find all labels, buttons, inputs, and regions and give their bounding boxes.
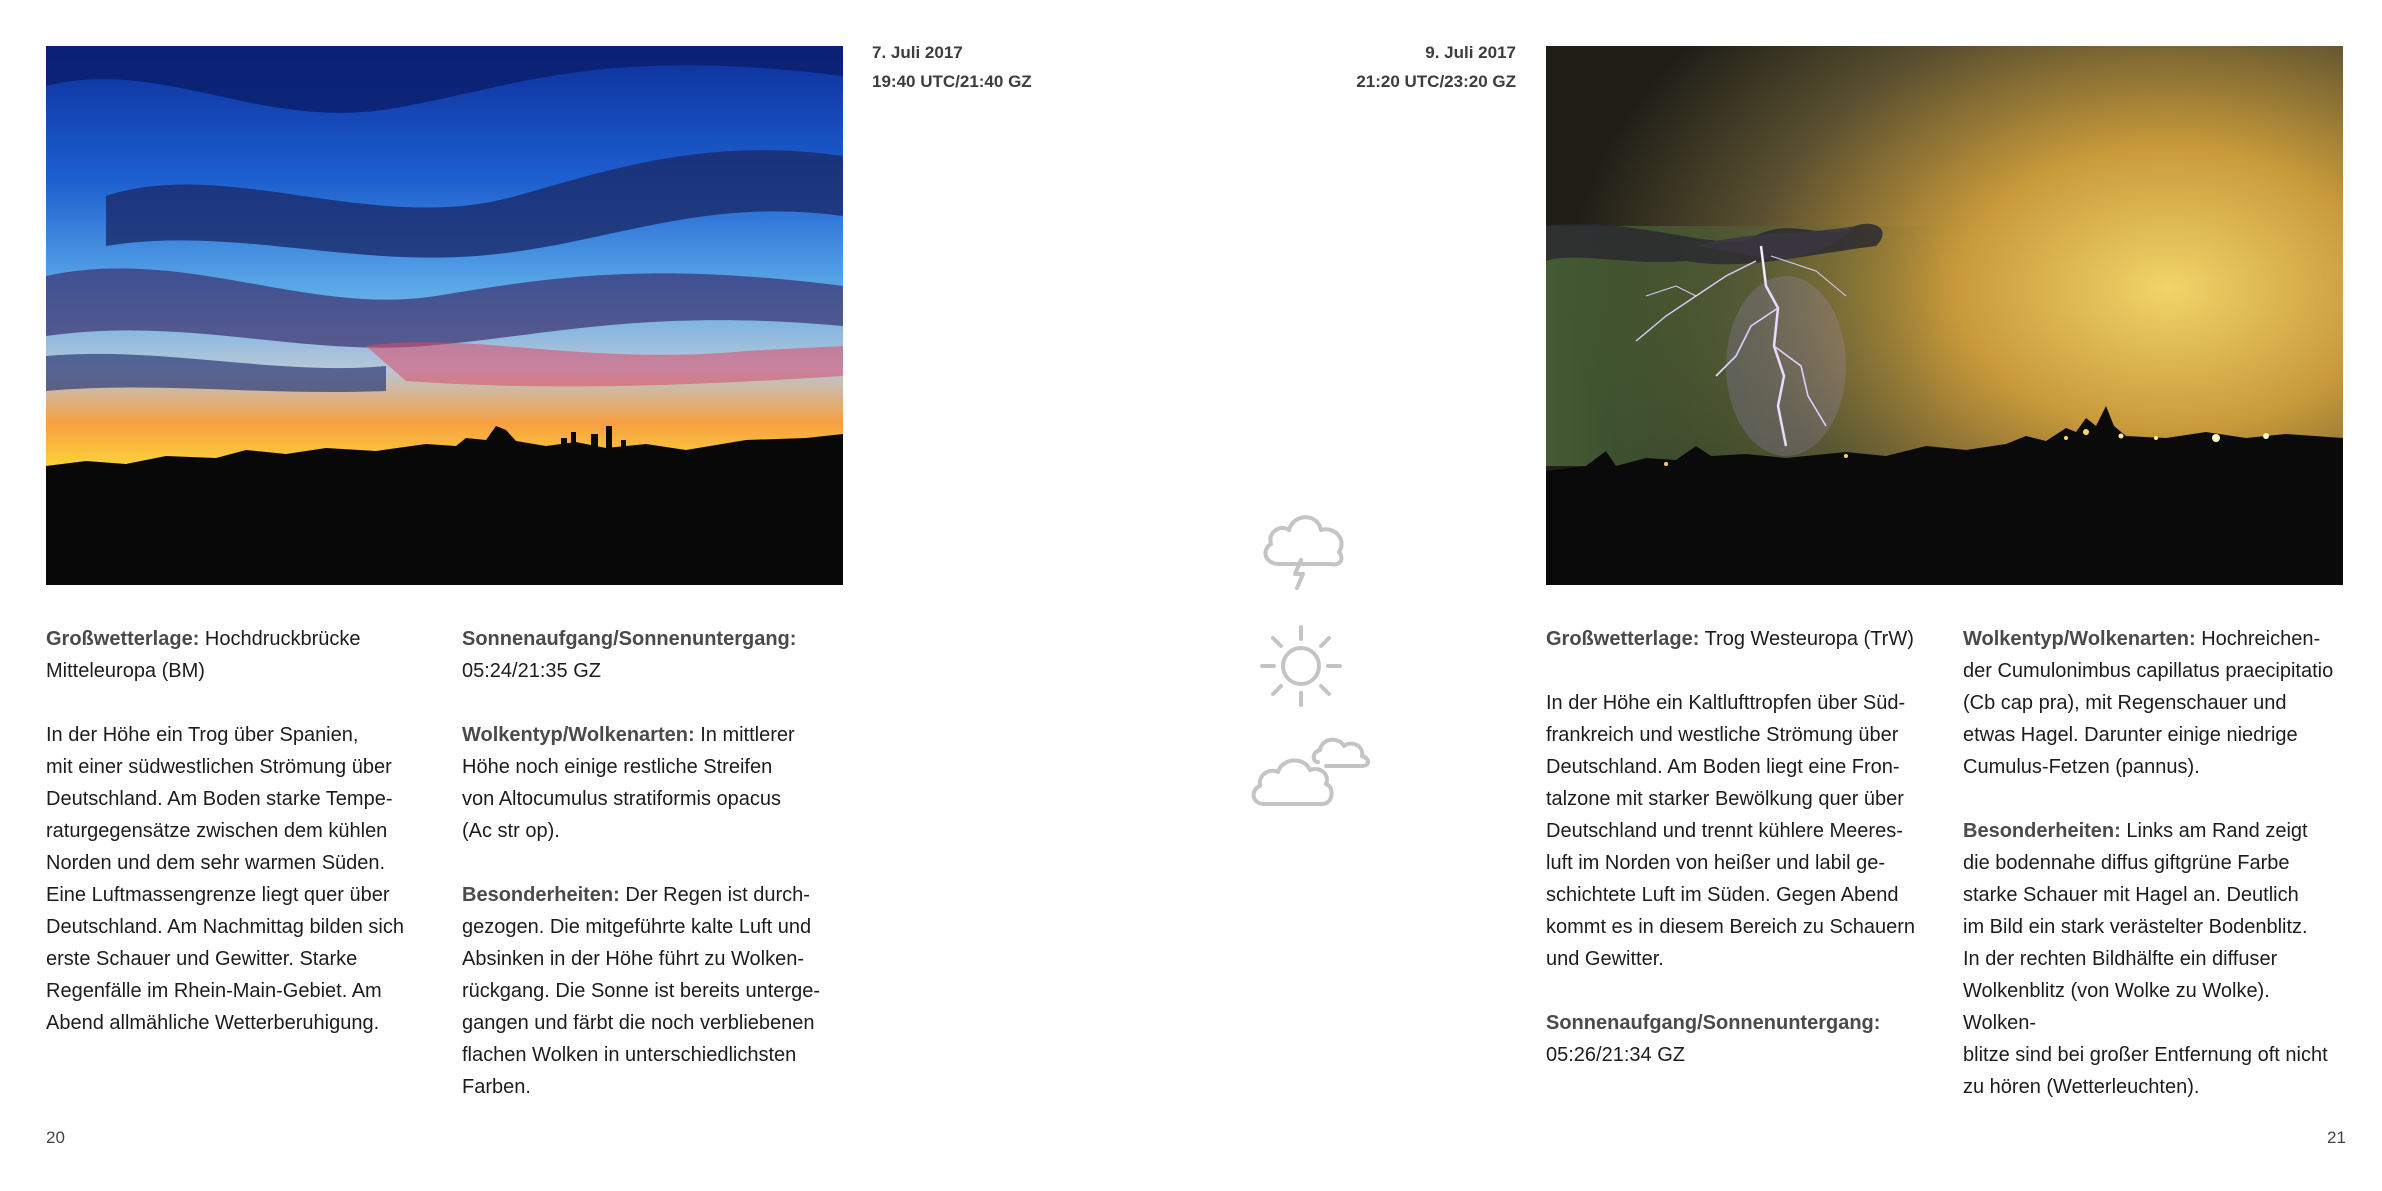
besonderheiten-left (462, 879, 842, 1103)
sun-icon (1258, 623, 1344, 709)
date-right: 9. Juli 2017 (1425, 43, 1516, 62)
sun-label: Sonnenaufgang/Sonnenuntergang: (462, 628, 797, 650)
besonder-value: Der Regen ist durch- gezogen. Die mitgeführte kalte Luft und Absinken in der Höhe führt zu Wolken- rückgang. Die Sonne ist bereits unterge- gangen und färbt die noch verbliebenen flachen Wolken in unterschiedlichsten Farben. (462, 884, 820, 1098)
lightning-photo (1546, 46, 2343, 585)
wolken-value: In mittlerer Höhe noch einige restliche Streifen von Altocumulus stratiformis opacus (Ac str op). (462, 724, 795, 842)
description-left: In der Höhe ein Trog über Spanien, mit einer südwestlichen Strömung über Deutschland. Am Boden starke Tempe- raturgegensätze zwischen dem kühlen Norden und dem sehr warmen Süden. Eine Luftmassengrenze liegt quer über Deutschland. Am Nachmittag bilden sich erste Schauer und Gewitter. Starke Regenfälle im Rhein-Main-Gebiet. Am Abend allmähliche Wetterberuhigung. (46, 724, 404, 1034)
grosswetterlage-value: Hochdruckbrücke Mitteleuropa (BM) (46, 628, 361, 682)
grosswetterlage-label: Großwetterlage: (1546, 628, 1700, 650)
grosswetterlage-label: Großwetterlage: (46, 628, 200, 650)
thunderstorm-cloud-icon (1255, 500, 1351, 592)
sunset-photo (46, 46, 843, 585)
grosswetterlage-left (46, 623, 426, 687)
right-column-2 (1963, 623, 2343, 1135)
left-column-2 (462, 623, 842, 1135)
sun-times-left (462, 623, 842, 687)
wolken-label: Wolkentyp/Wolkenarten: (1963, 628, 2196, 650)
date-left: 7. Juli 2017 (872, 43, 963, 62)
page-number-right: 21 (2327, 1128, 2346, 1147)
date-header-right (1200, 38, 1516, 96)
sun-times-right (1546, 1007, 1926, 1071)
time-right: 21:20 UTC/23:20 GZ (1356, 72, 1516, 91)
wolken-label: Wolkentyp/Wolkenarten: (462, 724, 695, 746)
wolken-left (462, 719, 842, 847)
sun-value: 05:26/21:34 GZ (1546, 1044, 1685, 1066)
sun-label: Sonnenaufgang/Sonnenuntergang: (1546, 1012, 1881, 1034)
description-right: In der Höhe ein Kaltlufttropfen über Süd- frankreich und westliche Strömung über Deutschland. Am Boden liegt eine Fron- talzone mit starker Bewölkung quer über Deutschland und trennt kühlere Meeres- luft im Norden von heißer und labil ge- schichtete Luft im Süden. Gegen Abend kommt es in diesem Bereich zu Schauern und Gewitter. (1546, 692, 1916, 970)
wolken-right (1963, 623, 2343, 783)
besonder-value: Links am Rand zeigt die bodennahe diffus giftgrüne Farbe starke Schauer mit Hagel an. Deutlich im Bild ein stark verästelter Bodenblitz. In der rechten Bildhälfte ein diffuser Wolkenblitz (von Wolke zu Wolke). Wolken- blitze sind bei großer Entfernung oft nicht zu hören (Wetterleuchten). (1963, 820, 2328, 1098)
grosswetterlage-value: Trog Westeuropa (TrW) (1704, 628, 1914, 650)
right-column-1 (1546, 623, 1926, 1103)
wolken-value: Hochreichen- der Cumulonimbus capillatus praecipitatio (Cb cap pra), mit Regenschauer und etwas Hagel. Darunter einige niedrige Cumulus-Fetzen (pannus). (1963, 628, 2334, 778)
page-number-left: 20 (46, 1128, 65, 1147)
grosswetterlage-right (1546, 623, 1926, 655)
besonderheiten-right (1963, 815, 2343, 1103)
time-left: 19:40 UTC/21:40 GZ (872, 72, 1032, 91)
sun-value: 05:24/21:35 GZ (462, 660, 601, 682)
besonder-label: Besonderheiten: (462, 884, 620, 906)
date-header-left (872, 38, 1032, 96)
left-column-1 (46, 623, 426, 1071)
cloud-icon (1248, 730, 1374, 810)
besonder-label: Besonderheiten: (1963, 820, 2121, 842)
